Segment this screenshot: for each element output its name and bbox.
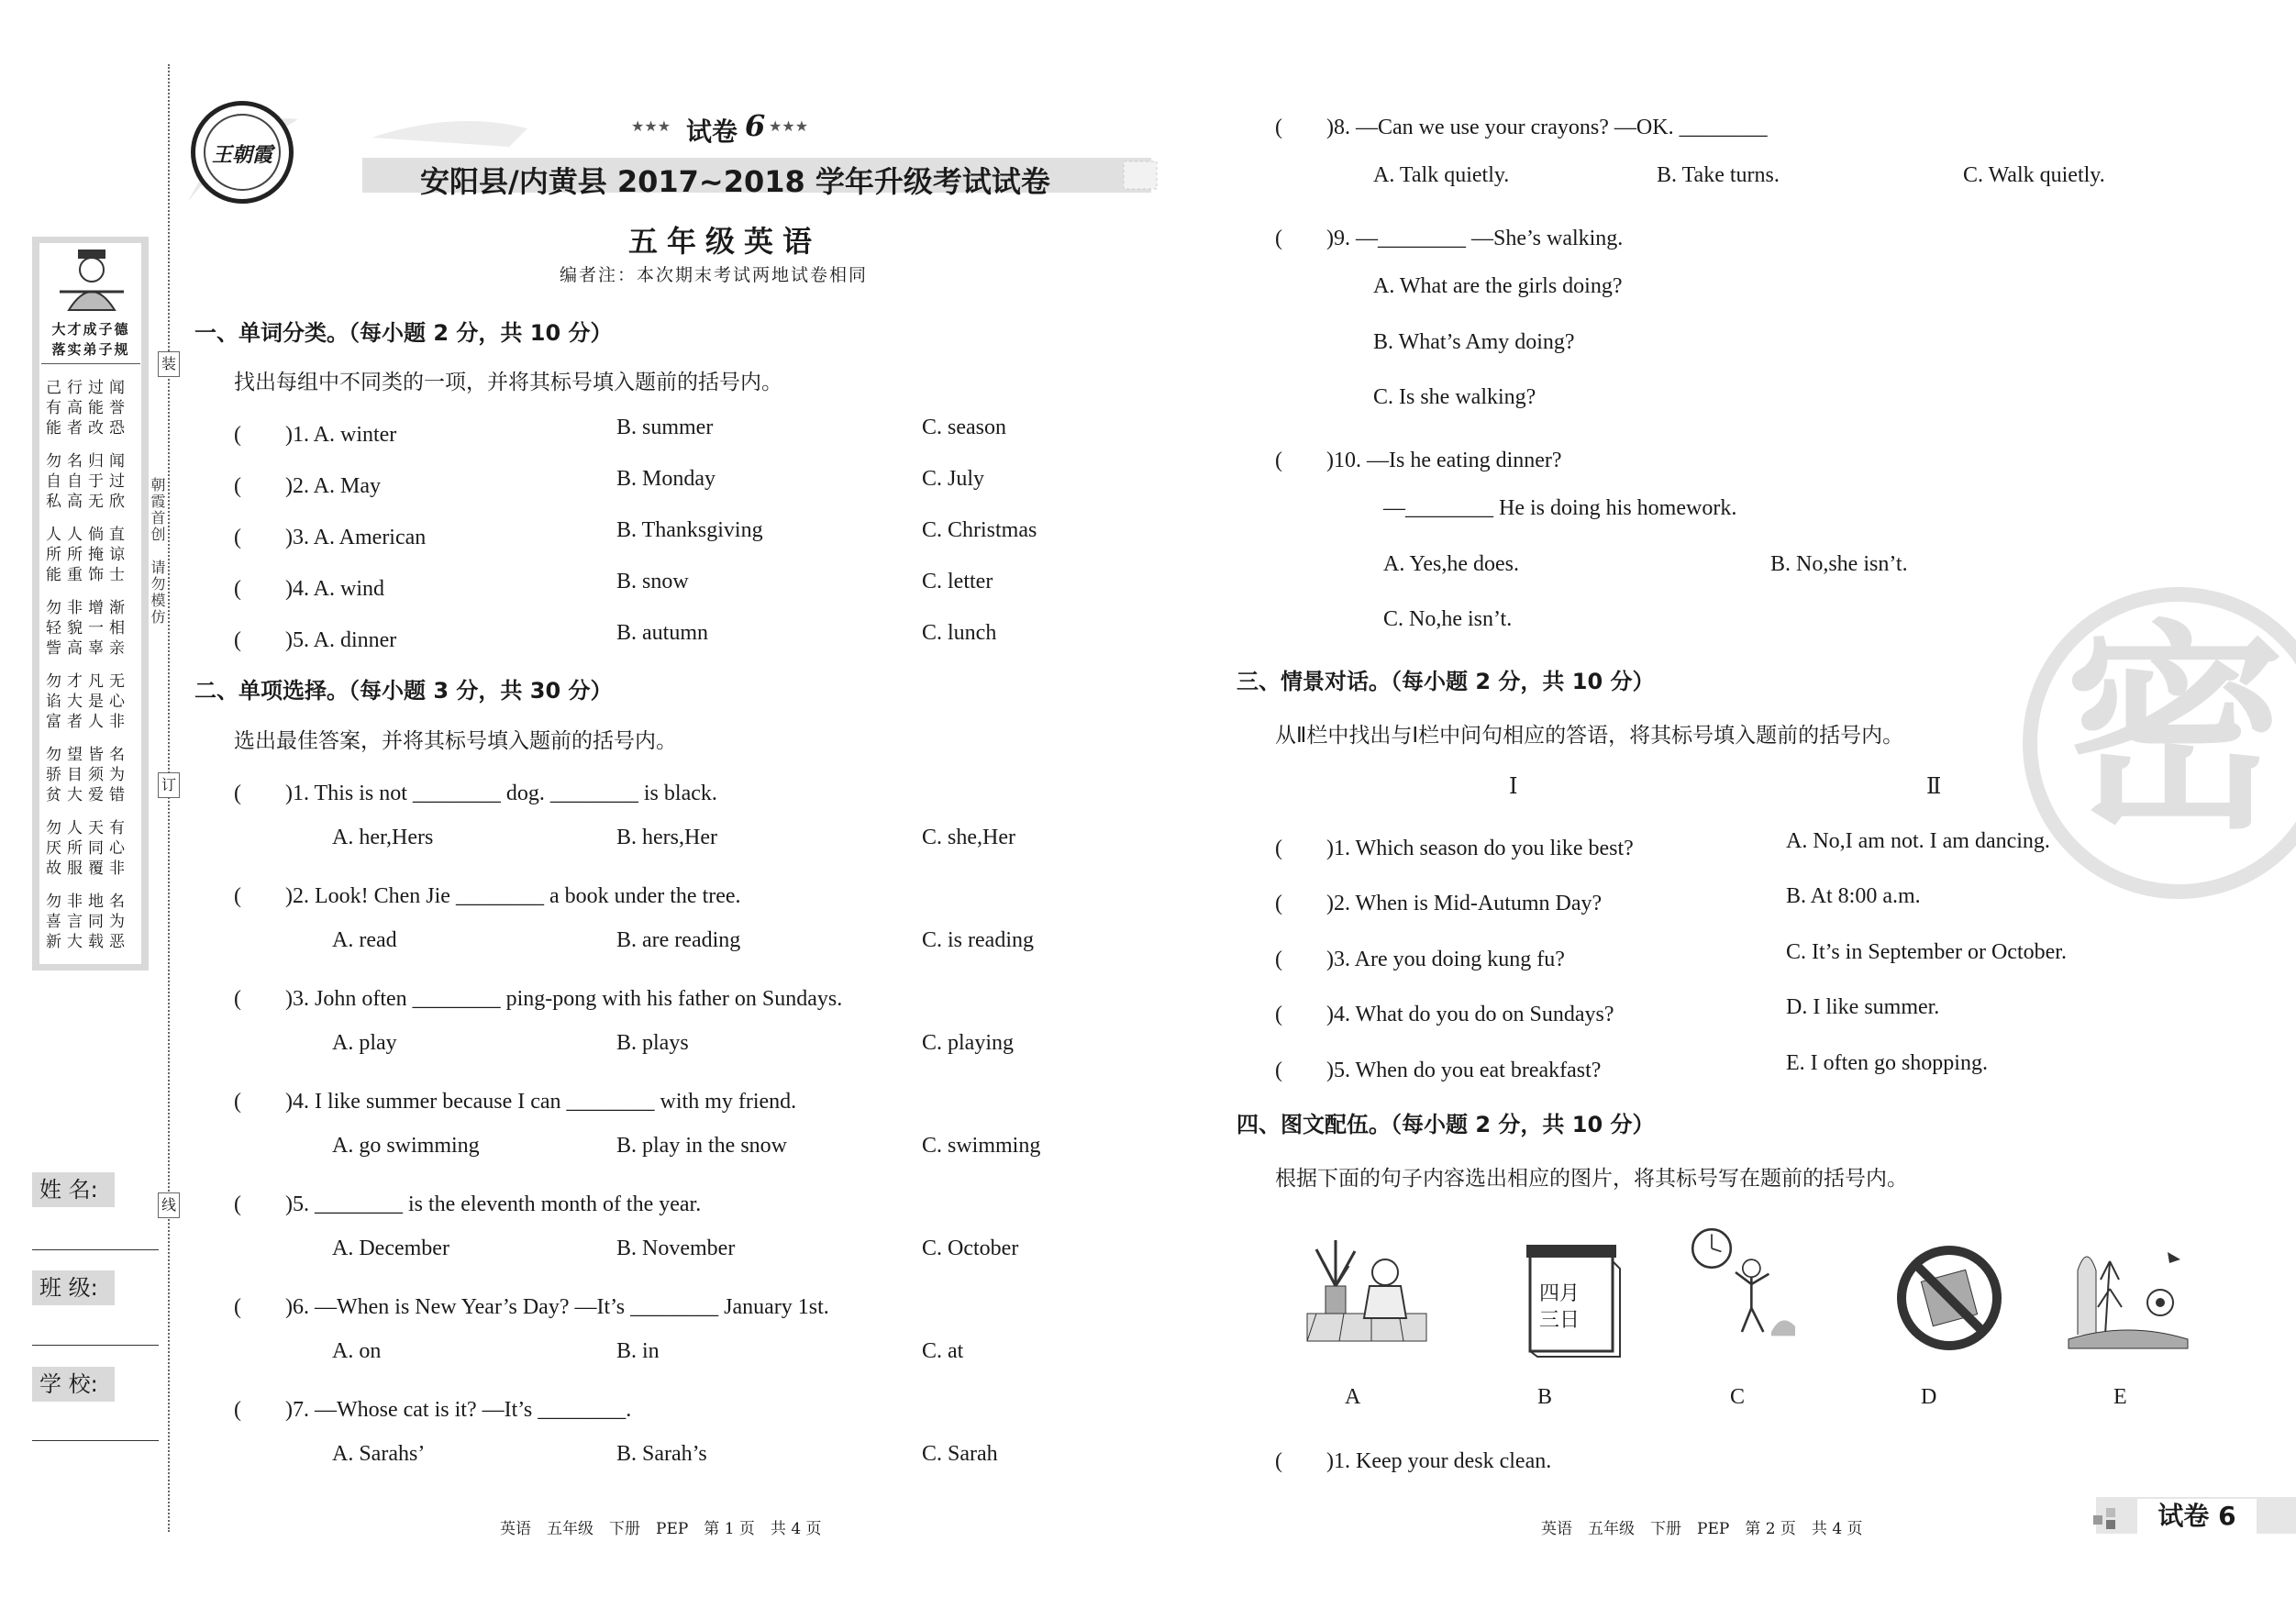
s1-q3: ( )3. A. American — [234, 526, 427, 549]
sidebar-poem-line: 新大载恶 — [46, 933, 130, 951]
section4-instruction: 根据下面的句子内容选出相应的图片，将其标号写在题前的括号内。 — [1275, 1167, 1908, 1191]
picture-a-girl-plant — [1298, 1231, 1436, 1350]
sidebar-poem-line: 喜言同为 — [46, 913, 130, 931]
class-label: 班 级: — [32, 1270, 115, 1305]
s2-q9-a: A. What are the girls doing? — [1373, 274, 1623, 298]
picture-label-d: D — [1921, 1385, 1937, 1409]
stamp-char: 密 — [2065, 602, 2286, 859]
copyright-note: 朝霞首创 请勿模仿 — [149, 477, 166, 626]
s1-q5-b: B. autumn — [616, 621, 708, 645]
s2-q10-c: C. No,he isn’t. — [1383, 607, 1513, 631]
s1-q4: ( )4. A. wind — [234, 577, 384, 601]
s1-q1-b: B. summer — [616, 416, 714, 439]
sidebar-motto-bottom: 落实弟子规 — [51, 341, 130, 358]
sidebar-poem-line: 勿非增渐 — [46, 599, 130, 617]
margin-char-2: 订 — [158, 772, 180, 798]
s4-q1: ( )1. Keep your desk clean. — [1275, 1449, 1552, 1473]
badge-stars-left: ★★★ — [631, 117, 671, 135]
corner-badge-text: 试卷 6 — [2137, 1499, 2257, 1534]
section4-heading: 四、图文配伍。（每小题 2 分，共 10 分） — [1237, 1112, 1655, 1137]
sidebar-poem-line: 故服覆非 — [46, 859, 130, 878]
s2-q3: ( )3. John often ________ ping-pong with his father on Sundays. — [234, 987, 843, 1011]
s1-q4-b: B. snow — [616, 570, 689, 593]
s2-q3-c: C. playing — [922, 1031, 1014, 1055]
s3-q3: ( )3. Are you doing kung fu? — [1275, 948, 1565, 971]
sidebar-poem-line: 骄目须为 — [46, 766, 130, 784]
section1-heading: 一、单词分类。（每小题 2 分，共 10 分） — [194, 320, 613, 346]
s3-a3: C. It’s in September or October. — [1786, 940, 2067, 964]
section1-instruction: 找出每组中不同类的一项，并将其标号填入题前的括号内。 — [234, 371, 782, 394]
name-label: 姓 名: — [32, 1172, 115, 1207]
s3-a4: D. I like summer. — [1786, 995, 1940, 1019]
exam-badge-label: 试卷 — [686, 116, 738, 147]
school-label: 学 校: — [32, 1367, 115, 1402]
corner-badge-squares — [2093, 1508, 2121, 1528]
s3-a5: E. I often go shopping. — [1786, 1051, 1988, 1075]
sidebar-poem-line: 勿名归闻 — [46, 452, 130, 471]
s3-q1: ( )1. Which season do you like best? — [1275, 837, 1634, 860]
subject-title: 五年级英语 — [628, 224, 822, 259]
picture-e-garden — [2059, 1234, 2197, 1353]
right-footer: 英语 五年级 下册 PEP 第 2 页 共 4 页 — [1541, 1520, 1863, 1538]
sidebar-divider — [41, 363, 140, 364]
s2-q2-b: B. are reading — [616, 928, 741, 952]
s3-a1: A. No,I am not. I am dancing. — [1786, 829, 2050, 853]
s2-q1-a: A. her,Hers — [332, 826, 434, 849]
s3-q4: ( )4. What do you do on Sundays? — [1275, 1003, 1614, 1026]
margin-char-1: 装 — [158, 351, 180, 377]
s2-q4-b: B. play in the snow — [616, 1134, 787, 1158]
s2-q9: ( )9. —________ —She’s walking. — [1275, 227, 1624, 250]
exam-title: 安阳县/内黄县 2017~2018 学年升级考试试卷 — [420, 164, 1050, 199]
section3-heading: 三、情景对话。（每小题 2 分，共 10 分） — [1237, 669, 1655, 694]
s3-q2: ( )2. When is Mid-Autumn Day? — [1275, 892, 1603, 915]
badge-stars-right: ★★★ — [769, 117, 809, 135]
sidebar-poem-line: 有高能誉 — [46, 399, 130, 417]
sidebar-poem-line: 贫大爱错 — [46, 786, 130, 804]
class-field[interactable] — [32, 1345, 159, 1346]
s2-q8-b: B. Take turns. — [1657, 163, 1780, 187]
sidebar-poem-line: 谄大是心 — [46, 693, 130, 711]
sidebar-poem-line: 能重饰士 — [46, 566, 130, 584]
s2-q5-b: B. November — [616, 1237, 736, 1260]
s1-q2-b: B. Monday — [616, 467, 715, 491]
s2-q1-c: C. she,Her — [922, 826, 1015, 849]
calendar-text-day: 三日 — [1539, 1309, 1581, 1332]
s2-q2: ( )2. Look! Chen Jie ________ a book under the tree. — [234, 884, 741, 908]
s2-q10-b: B. No,she isn’t. — [1770, 552, 1908, 576]
picture-label-e: E — [2113, 1385, 2127, 1409]
margin-char-3: 线 — [158, 1192, 180, 1218]
s2-q7-b: B. Sarah’s — [616, 1442, 707, 1466]
s3-q5: ( )5. When do you eat breakfast? — [1275, 1059, 1602, 1082]
exam-badge-number: 6 — [745, 108, 766, 143]
s2-q7-a: A. Sarahs’ — [332, 1442, 426, 1466]
sidebar-poem-line: 富者人非 — [46, 713, 130, 731]
s1-q1: ( )1. A. winter — [234, 423, 397, 447]
s2-q6: ( )6. —When is New Year’s Day? —It’s ________ January 1st. — [234, 1295, 829, 1319]
sidebar-poem-line: 所所掩谅 — [46, 546, 130, 564]
s1-q5: ( )5. A. dinner — [234, 628, 397, 652]
s1-q3-c: C. Christmas — [922, 518, 1037, 542]
sidebar-poem-line: 勿望皆名 — [46, 746, 130, 764]
picture-c-clock-exercise — [1679, 1225, 1816, 1344]
s2-q9-c: C. Is she walking? — [1373, 385, 1536, 409]
picture-d-prohibited-icon — [1880, 1238, 2018, 1358]
s2-q10-a: A. Yes,he does. — [1383, 552, 1520, 576]
s2-q8-a: A. Talk quietly. — [1373, 163, 1510, 187]
s2-q3-b: B. plays — [616, 1031, 689, 1055]
s1-q1-c: C. season — [922, 416, 1006, 439]
picture-label-b: B — [1537, 1385, 1553, 1409]
s1-q4-c: C. letter — [922, 570, 993, 593]
s2-q6-a: A. on — [332, 1339, 382, 1363]
left-footer: 英语 五年级 下册 PEP 第 1 页 共 4 页 — [500, 1520, 822, 1538]
s2-q6-c: C. at — [922, 1339, 964, 1363]
s1-q2: ( )2. A. May — [234, 474, 381, 498]
scholar-icon — [50, 246, 133, 316]
s2-q7-c: C. Sarah — [922, 1442, 998, 1466]
sidebar-motto-top: 大才成子德 — [51, 321, 130, 338]
picture-label-a: A — [1345, 1385, 1361, 1409]
sidebar-poem-line: 勿人天有 — [46, 819, 130, 837]
sidebar-poem-line: 己行过闻 — [46, 379, 130, 397]
school-field[interactable] — [32, 1440, 159, 1441]
sidebar-poem-line: 厌所同心 — [46, 839, 130, 858]
s1-q5-c: C. lunch — [922, 621, 997, 645]
sidebar-poem-line: 能者改恐 — [46, 419, 130, 438]
section2-instruction: 选出最佳答案，并将其标号填入题前的括号内。 — [234, 729, 677, 753]
s2-q7: ( )7. —Whose cat is it? —It’s ________. — [234, 1398, 632, 1422]
s2-q2-c: C. is reading — [922, 928, 1034, 952]
sidebar-poem-line: 私高无欣 — [46, 493, 130, 511]
s2-q1-b: B. hers,Her — [616, 826, 717, 849]
name-field[interactable] — [32, 1249, 159, 1250]
binding-dotted-line — [168, 64, 170, 1532]
sidebar-poem-line: 訾高辜亲 — [46, 639, 130, 658]
sidebar-poem-line: 人人倘直 — [46, 526, 130, 544]
section2-heading: 二、单项选择。（每小题 3 分，共 30 分） — [194, 678, 613, 704]
confidential-stamp — [2023, 587, 2296, 899]
s2-q5-a: A. December — [332, 1237, 449, 1260]
s2-q4: ( )4. I like summer because I can ________ with my friend. — [234, 1090, 797, 1114]
s2-q8-c: C. Walk quietly. — [1963, 163, 2105, 187]
sidebar-poem-line: 勿非地名 — [46, 893, 130, 911]
s2-q3-a: A. play — [332, 1031, 397, 1055]
calendar-text-month: 四月 — [1539, 1282, 1581, 1305]
sidebar-poem-line: 勿才凡无 — [46, 672, 130, 691]
header-ribbon — [179, 92, 1160, 220]
section3-col1-label: Ⅰ — [1509, 775, 1518, 799]
s2-q4-c: C. swimming — [922, 1134, 1041, 1158]
editor-note: 编者注：本次期末考试两地试卷相同 — [560, 265, 869, 285]
s2-q6-b: B. in — [616, 1339, 660, 1363]
sidebar-poem — [46, 374, 138, 961]
s2-q10: ( )10. —Is he eating dinner? — [1275, 449, 1562, 472]
s1-q3-b: B. Thanksgiving — [616, 518, 763, 542]
picture-label-c: C — [1730, 1385, 1746, 1409]
section3-col2-label: Ⅱ — [1926, 775, 1942, 799]
s2-q2-a: A. read — [332, 928, 397, 952]
sidebar-poem-line: 轻貌一相 — [46, 619, 130, 638]
s2-q10-line2: —________ He is doing his homework. — [1383, 496, 1737, 520]
s2-q5: ( )5. ________ is the eleventh month of the year. — [234, 1192, 702, 1216]
s3-a2: B. At 8:00 a.m. — [1786, 884, 1921, 908]
s2-q5-c: C. October — [922, 1237, 1019, 1260]
s2-q4-a: A. go swimming — [332, 1134, 480, 1158]
section3-instruction: 从Ⅱ栏中找出与Ⅰ栏中问句相应的答语，将其标号填入题前的括号内。 — [1275, 724, 1904, 748]
s1-q2-c: C. July — [922, 467, 985, 491]
s2-q9-b: B. What’s Amy doing? — [1373, 330, 1575, 354]
s2-q1: ( )1. This is not ________ dog. ________ is black. — [234, 782, 717, 805]
s2-q8: ( )8. —Can we use your crayons? —OK. ________ — [1275, 116, 1768, 139]
sidebar-poem-line: 自自于过 — [46, 472, 130, 491]
brand-logo-text: 王朝霞 — [211, 143, 272, 167]
